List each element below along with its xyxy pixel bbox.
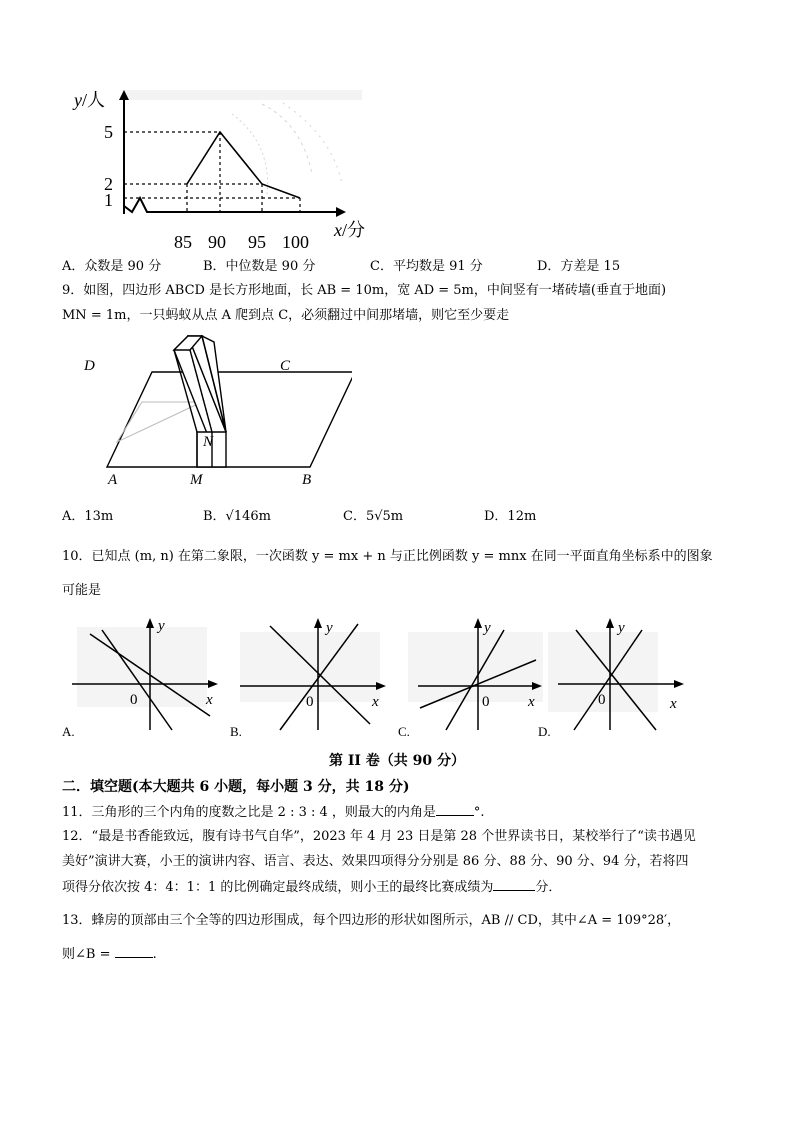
x-tick-100: 100 [282, 232, 309, 252]
q8-option-a: A．众数是 90 分 [62, 259, 162, 274]
x-tick-90: 90 [208, 232, 226, 252]
q10-stem-line1: 10．已知点 (m, n) 在第二象限，一次函数 y = mx + n 与正比例函数 y = mnx 在同一平面直角坐标系中的图象 [62, 549, 713, 564]
x-axis [124, 198, 340, 212]
point-m-label: M [190, 472, 203, 488]
y-arrow [606, 618, 614, 628]
scan-noise [122, 90, 362, 194]
q9-option-a: A．13m [62, 509, 114, 524]
y-label: y [158, 618, 165, 634]
answer-blank[interactable] [115, 945, 153, 958]
q9-option-d: D．12m [484, 509, 537, 524]
option-d-label: D. [538, 724, 551, 739]
q9-figure [62, 332, 352, 492]
q12-line3 [62, 878, 561, 897]
q8-option-b: B．中位数是 90 分 [203, 259, 316, 274]
y-label: y [618, 620, 625, 636]
q13-line2-text: 则∠B = [62, 947, 111, 962]
q13-line2 [62, 945, 157, 964]
q8-option-d: D．方差是 15 [537, 259, 621, 274]
origin-label: 0 [482, 694, 490, 710]
q12-tail: 分． [535, 880, 562, 895]
rectangle-abcd [107, 372, 352, 467]
option-a-label: A. [62, 724, 75, 739]
x-arrow [674, 680, 684, 688]
q9-option-b: B．√146m [203, 509, 271, 524]
x-label: x [372, 694, 379, 710]
option-c-label: C. [398, 724, 410, 739]
x-label: x [206, 692, 213, 708]
q10-graph-b [230, 612, 395, 740]
origin-label: 0 [598, 692, 606, 708]
q12-line2: 美好”演讲大赛，小王的演讲内容、语言、表达、效果四项得分分别是 86 分、88 分、90 分、94 分，若将四 [62, 854, 689, 869]
point-n-label: N [203, 434, 214, 450]
point-b-label: B [302, 472, 312, 488]
x-axis-label: x/分 [334, 220, 366, 240]
origin-label: 0 [306, 694, 314, 710]
point-a-label: A [108, 472, 118, 488]
q11-text: 11．三角形的三个内角的度数之比是 2 : 3 : 4 ，则最大的内角是 [62, 805, 436, 820]
answer-blank[interactable] [493, 878, 535, 891]
scan-background [408, 632, 543, 702]
x-label: x [670, 696, 677, 712]
x-tick-85: 85 [174, 232, 192, 252]
x-arrow [208, 680, 218, 688]
fill-blank-heading: 二．填空题(本大题共 6 小题，每小题 3 分，共 18 分) [62, 779, 410, 795]
q10-graph-c [398, 612, 548, 740]
q13-line1: 13．蜂房的顶部由三个全等的四边形围成，每个四边形的形状如图所示，AB // CD，其中∠A = 109°28′， [62, 913, 681, 928]
q11-tail: °. [473, 805, 485, 820]
x-label: x [528, 694, 535, 710]
q8-line-chart [62, 84, 372, 256]
x-arrow [336, 207, 346, 217]
x-arrow [376, 682, 386, 690]
frequency-polyline [187, 132, 300, 198]
y-arrow [474, 618, 482, 628]
q12-line3-text: 项得分依次按 4：4：1：1 的比例确定最终成绩，则小王的最终比赛成绩为 [62, 880, 494, 895]
scan-background [240, 632, 380, 702]
q8-option-c: C．平均数是 91 分 [370, 259, 483, 274]
point-c-label: C [280, 358, 291, 374]
origin-label: 0 [130, 692, 138, 708]
q10-graph-a [62, 612, 227, 740]
y-label: y [484, 620, 491, 636]
q10-stem-line2: 可能是 [62, 583, 102, 598]
q13-tail: . [152, 947, 157, 962]
point-d-label: D [84, 358, 95, 374]
q9-option-c: C．5√5m [343, 509, 404, 524]
option-b-label: B. [230, 724, 242, 739]
y-tick-1: 1 [104, 190, 113, 210]
x-tick-95: 95 [248, 232, 266, 252]
q9-stem-line1: 9．如图，四边形 ABCD 是长方形地面，长 AB = 10m，宽 AD = 5m，中间竖有一堵砖墙(垂直于地面) [62, 283, 667, 298]
y-tick-5: 5 [104, 122, 113, 142]
y-label: y [326, 620, 333, 636]
scan-shadow [117, 402, 202, 442]
q11 [62, 803, 485, 822]
answer-blank[interactable] [436, 803, 474, 816]
y-arrow [146, 618, 154, 628]
q10-graph-d [538, 612, 698, 740]
q9-stem-line2: MN = 1m，一只蚂蚁从点 A 爬到点 C，必须翻过中间那堵墙，则它至少要走 [62, 308, 510, 323]
y-tick-2: 2 [104, 174, 113, 194]
section-ii-title: 第 II 卷（共 90 分） [328, 753, 466, 769]
y-axis-label: y/人 [74, 90, 106, 110]
y-arrow [314, 618, 322, 628]
q12-line1: 12．“最是书香能致远，腹有诗书气自华”，2023 年 4 月 23 日是第 28 个世界读书日，某校举行了“读书遇见 [62, 829, 696, 844]
